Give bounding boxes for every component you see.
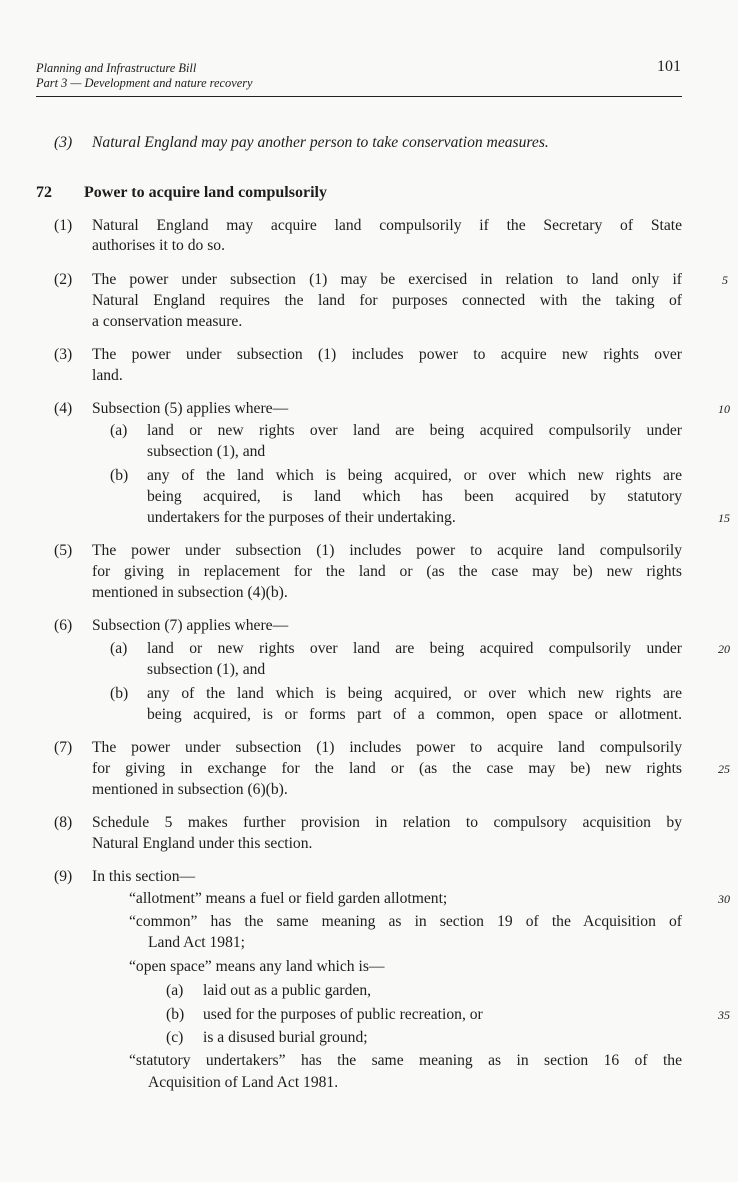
subsection-7-number: (7)	[54, 739, 73, 756]
paragraph-4a-line: land or new rights over land are being acquired compulsorily under	[147, 422, 682, 439]
definition-allotment: “allotment” means a fuel or field garden allotment;	[129, 890, 448, 907]
paragraph-6b-line: any of the land which is being acquired, or over which new rights are	[147, 685, 682, 702]
paragraph-6b-number: (b)	[110, 685, 129, 702]
subsection-1-line: Natural England may acquire land compulsorily if the Secretary of State	[92, 217, 682, 234]
bill-title: Planning and Infrastructure Bill	[36, 61, 197, 75]
section-title: Power to acquire land compulsorily	[84, 184, 327, 201]
header-rule	[36, 96, 682, 97]
paragraph-6a-line: land or new rights over land are being acquired compulsorily under	[147, 640, 682, 657]
subsection-6-intro: Subsection (7) applies where—	[92, 617, 289, 634]
subsection-8-number: (8)	[54, 814, 73, 831]
paragraph-6a-line: subsection (1), and	[147, 661, 266, 678]
subsection-5-line: The power under subsection (1) includes power to acquire land compulsorily	[92, 542, 682, 559]
paragraph-4b-number: (b)	[110, 467, 129, 484]
margin-line-number: 25	[718, 762, 730, 776]
subsection-8-line: Natural England under this section.	[92, 835, 313, 852]
subsection-1-number: (1)	[54, 217, 73, 234]
subsection-2-line: Natural England requires the land for purposes connected with the taking of	[92, 292, 682, 309]
subsection-9-intro: In this section—	[92, 868, 196, 885]
margin-line-number: 20	[718, 642, 730, 656]
subsection-2-number: (2)	[54, 271, 73, 288]
subsection-5-line: for giving in replacement for the land or (as the case may be) new rights	[92, 563, 682, 580]
subsection-3-number: (3)	[54, 346, 73, 363]
subsection-1-line: authorises it to do so.	[92, 237, 225, 254]
subsection-6-number: (6)	[54, 617, 73, 634]
open-space-b-number: (b)	[166, 1006, 185, 1023]
paragraph-4b-line: undertakers for the purposes of their undertaking.	[147, 509, 456, 526]
subsection-7-line: mentioned in subsection (6)(b).	[92, 781, 288, 798]
open-space-c-text: is a disused burial ground;	[203, 1029, 368, 1046]
subsection-7-line: The power under subsection (1) includes power to acquire land compulsorily	[92, 739, 682, 756]
definition-open-space: “open space” means any land which is—	[129, 958, 385, 975]
prev-subsection-text: Natural England may pay another person to take conservation measures.	[92, 134, 549, 151]
definition-common: Land Act 1981;	[148, 934, 246, 951]
prev-subsection-number: (3)	[54, 134, 73, 151]
definition-common: “common” has the same meaning as in section 19 of the Acquisition of	[129, 913, 682, 930]
paragraph-4b-line: any of the land which is being acquired, or over which new rights are	[147, 467, 682, 484]
subsection-3-line: land.	[92, 367, 123, 384]
subsection-2-line: a conservation measure.	[92, 313, 243, 330]
margin-line-number: 30	[718, 892, 730, 906]
subsection-7-line: for giving in exchange for the land or (as the case may be) new rights	[92, 760, 682, 777]
definition-statutory-undertakers: “statutory undertakers” has the same meaning as in section 16 of the	[129, 1052, 682, 1069]
subsection-8-line: Schedule 5 makes further provision in relation to compulsory acquisition by	[92, 814, 682, 831]
subsection-5-line: mentioned in subsection (4)(b).	[92, 584, 288, 601]
page-number: 101	[657, 58, 681, 75]
margin-line-number: 10	[718, 402, 730, 416]
open-space-c-number: (c)	[166, 1029, 184, 1046]
running-header	[36, 61, 253, 91]
definition-statutory-undertakers: Acquisition of Land Act 1981.	[148, 1074, 339, 1091]
margin-line-number: 15	[718, 511, 730, 525]
subsection-9-number: (9)	[54, 868, 73, 885]
subsection-2-line: The power under subsection (1) may be exercised in relation to land only if	[92, 271, 682, 288]
margin-line-number: 35	[718, 1008, 730, 1022]
open-space-b-text: used for the purposes of public recreation, or	[203, 1006, 483, 1023]
open-space-a-text: laid out as a public garden,	[203, 982, 372, 999]
subsection-3-line: The power under subsection (1) includes power to acquire new rights over	[92, 346, 682, 363]
paragraph-4b-line: being acquired, is land which has been acquired by statutory	[147, 488, 682, 505]
part-title: Part 3 — Development and nature recovery	[36, 76, 253, 90]
margin-line-number: 5	[722, 273, 728, 287]
open-space-a-number: (a)	[166, 982, 184, 999]
paragraph-6a-number: (a)	[110, 640, 128, 657]
paragraph-4a-number: (a)	[110, 422, 128, 439]
subsection-4-number: (4)	[54, 400, 73, 417]
paragraph-6b-line: being acquired, is or forms part of a common, open space or allotment.	[147, 706, 682, 723]
subsection-5-number: (5)	[54, 542, 73, 559]
section-number: 72	[36, 184, 52, 201]
subsection-4-intro: Subsection (5) applies where—	[92, 400, 289, 417]
paragraph-4a-line: subsection (1), and	[147, 443, 266, 460]
